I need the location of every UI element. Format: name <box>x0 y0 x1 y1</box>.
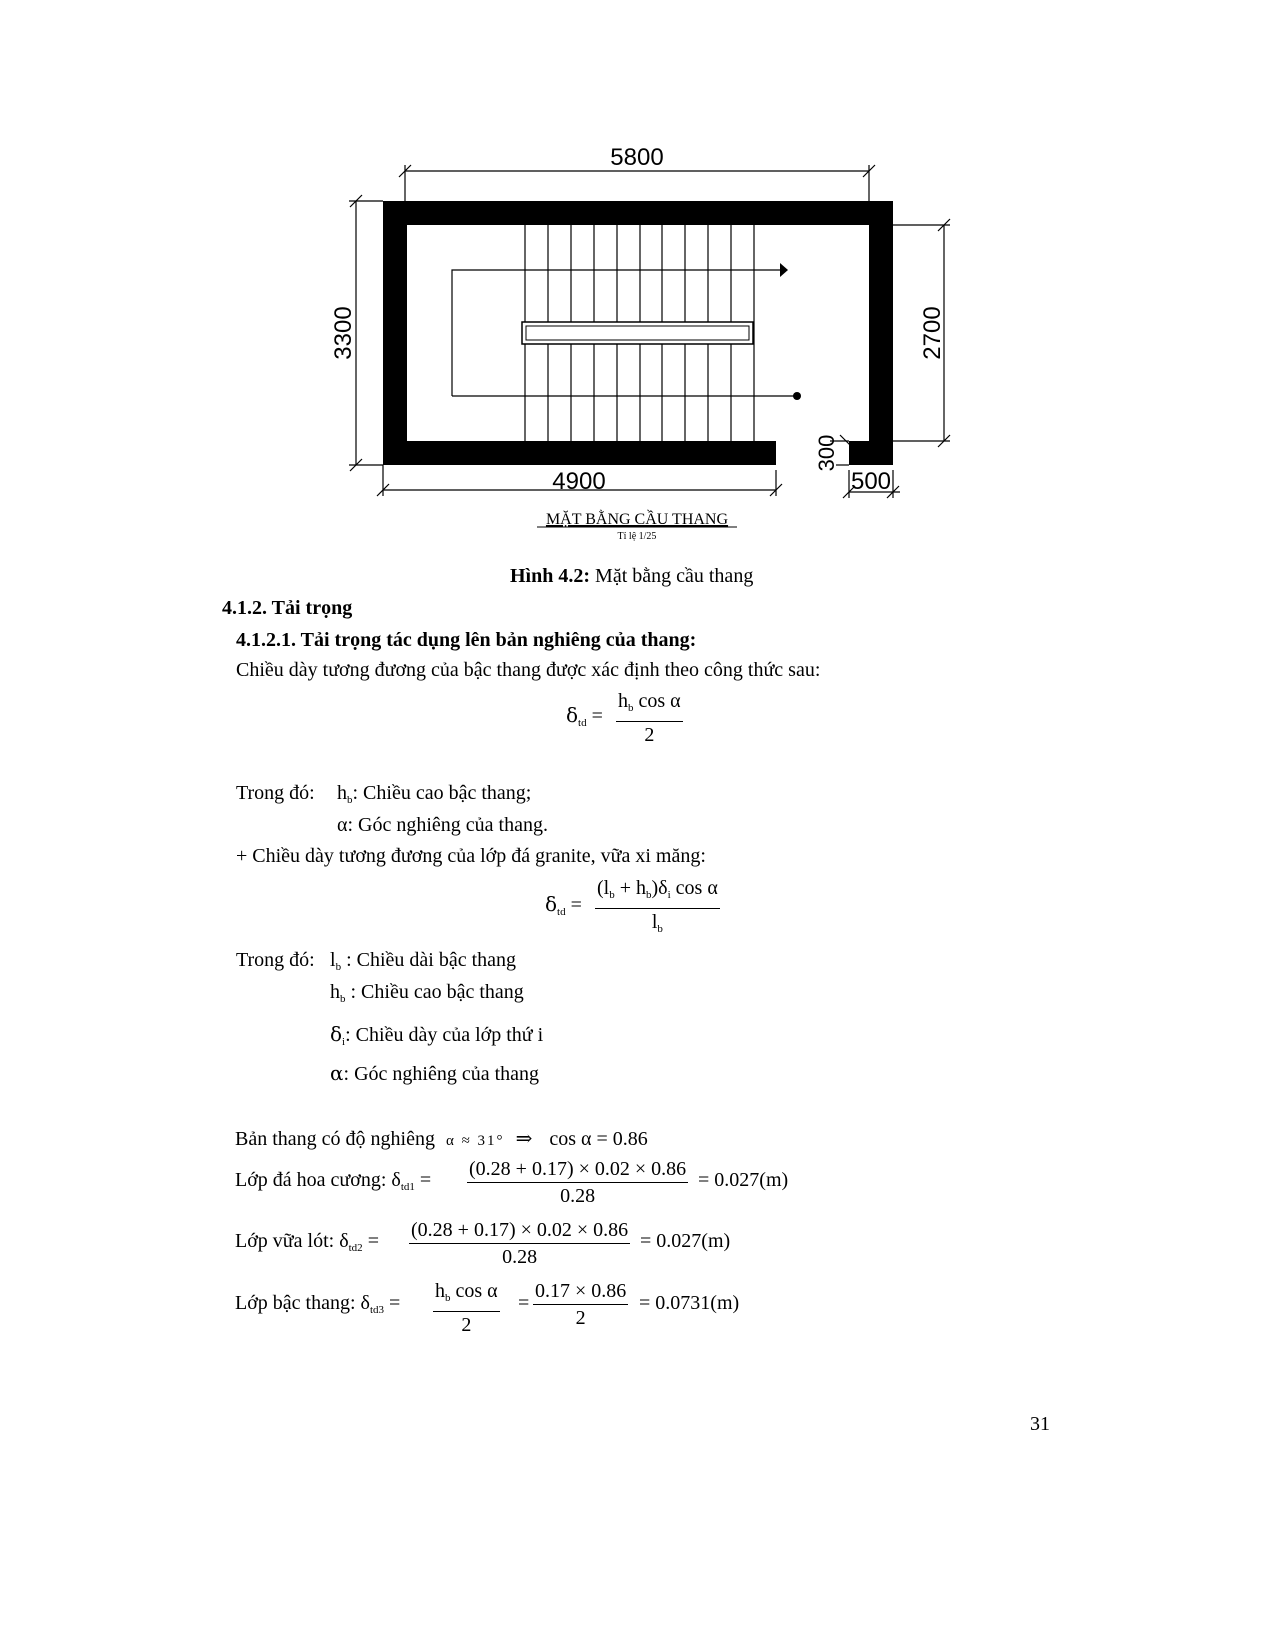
where-1-label: Trong đó: <box>236 782 315 804</box>
wall-bottom-right <box>849 441 893 465</box>
wall-right <box>869 201 893 465</box>
wall-top <box>383 201 893 225</box>
figure-caption <box>510 565 753 588</box>
dim-top-5800: 5800 <box>610 144 664 171</box>
where-2-item-3: $\delta_i$: Chiều dày của lớp thứ i <box>330 1022 544 1048</box>
wall-bottom-left <box>383 441 776 465</box>
wall-left <box>383 201 407 465</box>
intro-text: Chiều dày tương đương của bậc thang được xác định theo công thức sau: <box>236 659 821 681</box>
where-2-item-2: $h_b$ : Chiều cao bậc thang <box>330 981 524 1005</box>
dim-bottom-4900: 4900 <box>552 468 606 495</box>
stair-plan-drawing <box>0 0 1275 600</box>
dim-left-3300: 3300 <box>330 306 357 360</box>
layer-3-equation: Lớp bậc thang: $\delta_{td3}$ = $\frac{h_b \cos \alpha}{2}$ = $\frac{0.17 \times 0.86}{2}$ = 0.0731(m) <box>235 1280 740 1336</box>
walking-line-arrow <box>780 263 788 277</box>
page-number: 31 <box>1030 1413 1050 1435</box>
layer-1-equation: Lớp đá hoa cương: $\delta_{td1}$ = $\frac{(0.28 + 0.17) \times 0.02 \times 0.86}{0.28}$ = 0.027(m) <box>235 1158 789 1207</box>
where-2-item-1: $l_b$ : Chiều dài bậc thang <box>330 949 517 973</box>
dim-gap-300: 300 <box>814 434 839 472</box>
figure-caption-text: Mặt bằng cầu thang <box>590 565 754 587</box>
slope-line: Bản thang có độ nghiêng α ≈ 31° ⇒ cos α = 0.86 <box>235 1128 648 1150</box>
equation-1: $\delta_{td}$ = $\frac{h_b \cos \alpha}{2}$ <box>566 690 681 746</box>
dim-right-2700: 2700 <box>919 306 946 360</box>
stair-well <box>522 322 753 344</box>
where-1-item-a: $h_b$: Chiều cao bậc thang; <box>337 782 532 806</box>
plus-line: + Chiều dày tương đương của lớp đá granite, vữa xi măng: <box>236 845 706 867</box>
dim-wall-500: 500 <box>850 468 892 495</box>
figure-caption-label: Hình 4.2: <box>510 565 591 587</box>
section-subheading: 4.1.2.1. Tải trọng tác dụng lên bản nghiêng của thang: <box>236 629 697 651</box>
drawing-title: MẶT BẰNG CẦU THANG <box>545 511 729 528</box>
where-1-item-b: α: Góc nghiêng của thang. <box>337 814 548 836</box>
equation-2: $\delta_{td}$ = $\frac{(l_b + h_b)\delta_i \cos \alpha}{l_b}$ <box>545 877 718 935</box>
where-2-label: Trong đó: <box>236 949 315 971</box>
section-heading: 4.1.2. Tải trọng <box>222 597 353 619</box>
layer-2-equation: Lớp vữa lót: $\delta_{td2}$ = $\frac{(0.28 + 0.17) \times 0.02 \times 0.86}{0.28}$ = 0.027(m) <box>235 1219 731 1268</box>
walking-line-start-dot <box>793 392 801 400</box>
where-2-item-4: α: Góc nghiêng của thang <box>330 1061 540 1085</box>
drawing-scale: Tỉ lệ 1/25 <box>617 531 657 542</box>
